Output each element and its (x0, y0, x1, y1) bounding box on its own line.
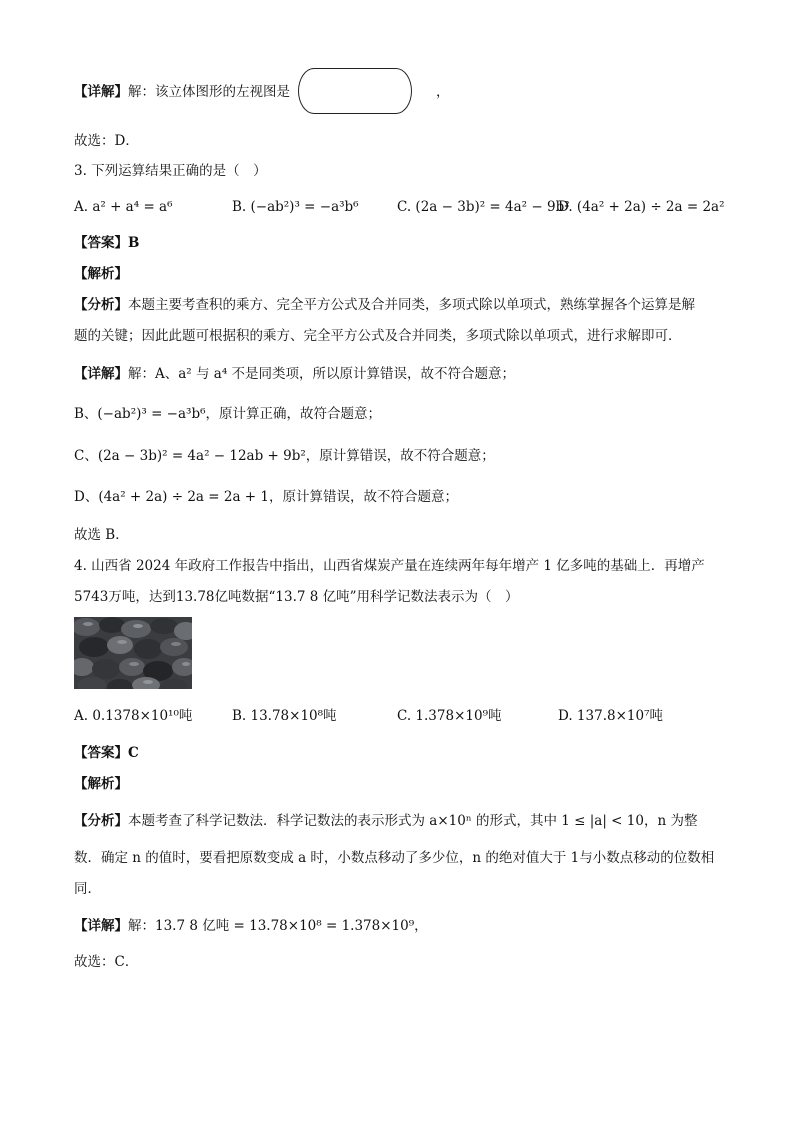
analysis-tag: 【分析】 (74, 813, 128, 829)
answer-choice-q2: 故选：D． (74, 133, 139, 149)
question-4-stem-2: 5743万吨，达到13.78亿吨数据“13.7 8 亿吨”用科学记数法表示为（ ） (74, 589, 519, 605)
detail-text: 解：13.7 8 亿吨 = 13.78×10⁸ = 1.378×10⁹， (128, 918, 428, 934)
q3-detail-a (74, 364, 515, 384)
detail-tag: 【详解】 (74, 84, 128, 100)
question-4-stem-1: 4. 山西省 2024 年政府工作报告中指出，山西省煤炭产量在连续两年每年增产 1 亿多吨的基础上．再增产 (74, 558, 705, 574)
q3-analysis-line-2: 题的关键；因此此题可根据积的乘方、完全平方公式及合并同类，多项式除以单项式，进行求解即可． (74, 328, 682, 344)
q3-option-c: C. (2a − 3b)² = 4a² − 9b² (397, 199, 570, 215)
q4-detail (74, 916, 428, 936)
coal-pile-icon (74, 617, 192, 689)
q3-option-d: D. (4a² + 2a) ÷ 2a = 2a² (558, 199, 725, 215)
q4-analysis-line-3: 同． (74, 881, 101, 897)
q4-answer: 【答案】C (74, 745, 139, 761)
q3-analysis-heading: 【解析】 (74, 266, 128, 282)
detail-tag: 【详解】 (74, 918, 128, 934)
q3-analysis-line-1 (74, 295, 695, 315)
q4-option-d: D. 137.8×10⁷吨 (558, 708, 663, 724)
analysis-text: 本题主要考查积的乘方、完全平方公式及合并同类，多项式除以单项式，熟练掌握各个运算是解 (128, 297, 695, 313)
detail-tail: ， (436, 84, 450, 100)
q4-choice: 故选：C． (74, 954, 139, 970)
detail-text: 解：A、a² 与 a⁴ 不是同类项，所以原计算错误，故不符合题意； (128, 366, 516, 382)
q3-detail-c: C、(2a − 3b)² = 4a² − 12ab + 9b²，原计算错误，故不符合题意； (74, 448, 495, 464)
q3-option-b: B. (−ab²)³ = −a³b⁶ (232, 199, 359, 215)
analysis-text: 本题考查了科学记数法．科学记数法的表示形式为 a×10ⁿ 的形式，其中 1 ≤ |a| < 10，n 为整 (128, 813, 698, 829)
q4-option-c: C. 1.378×10⁹吨 (397, 708, 502, 724)
detail-tag: 【详解】 (74, 366, 128, 382)
q4-analysis-heading: 【解析】 (74, 776, 128, 792)
q3-detail-b: B、(−ab²)³ = −a³b⁶，原计算正确，故符合题意； (74, 406, 381, 422)
coal-image (74, 617, 192, 689)
q4-option-a: A. 0.1378×10¹⁰吨 (74, 708, 193, 724)
detail-text: 解：该立体图形的左视图是 (128, 84, 290, 100)
analysis-tag: 【分析】 (74, 297, 128, 313)
q3-choice: 故选 B． (74, 527, 129, 543)
q3-option-a: A. a² + a⁴ = a⁶ (74, 199, 173, 215)
question-3-stem: 3. 下列运算结果正确的是（ ） (74, 163, 267, 179)
q4-analysis-line-2: 数．确定 n 的值时，要看把原数变成 a 时，小数点移动了多少位，n 的绝对值大于 1与小数点移动的位数相 (74, 850, 715, 866)
q4-option-b: B. 13.78×10⁸吨 (232, 708, 337, 724)
q4-analysis-line-1 (74, 811, 697, 831)
q3-detail-d: D、(4a² + 2a) ÷ 2a = 2a + 1，原计算错误，故不符合题意； (74, 489, 458, 505)
left-view-shape-icon (298, 68, 412, 114)
detail-line-q2 (74, 82, 290, 102)
q3-answer: 【答案】B (74, 235, 140, 251)
